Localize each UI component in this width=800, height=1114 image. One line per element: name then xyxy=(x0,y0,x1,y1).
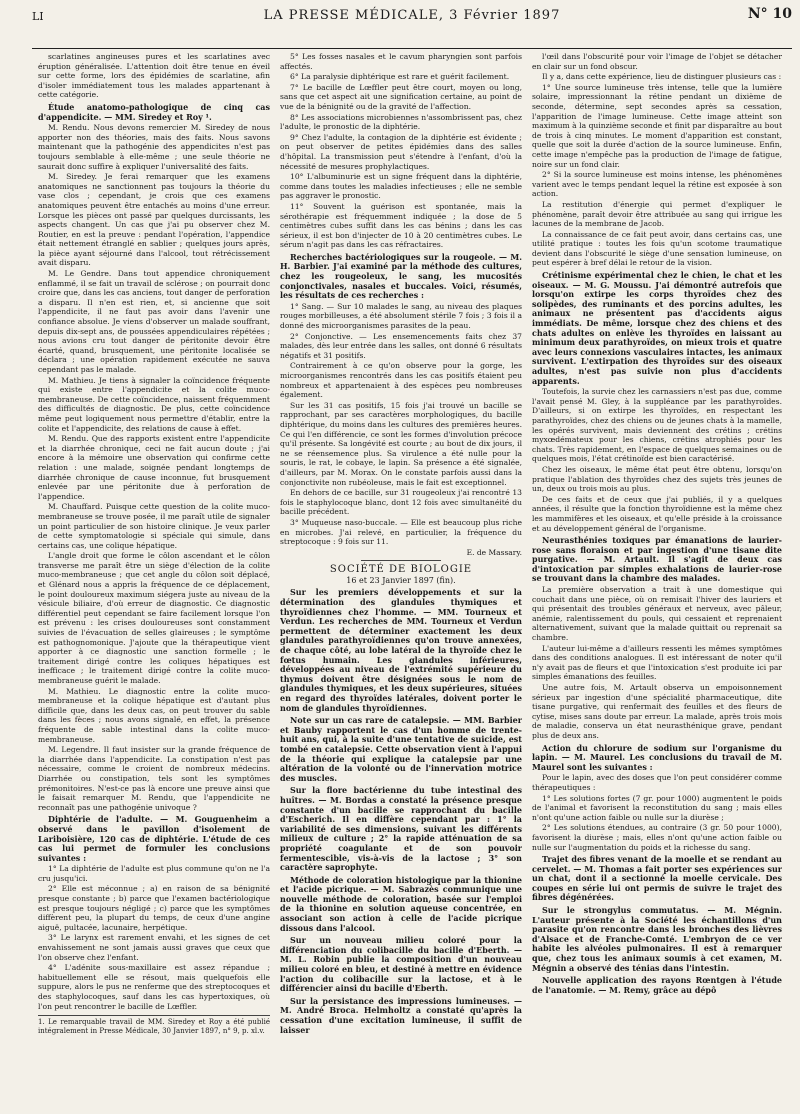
header-rule xyxy=(32,48,792,49)
paragraph: M. Rendu. Que des rapports existent entre l'appendicite et la diarrhée chronique, ceci ne fait aucun doute ; j'ai encore à la mémoire une observation qui confirme cette relation : une malade, soignée pendant longtemps de diarrhée chronique de cause inconnue, fut brusquement enlevée par une péritonite due à perforation de l'appendice. xyxy=(38,434,270,501)
heading-title: Sur la persistance des impressions lumineuses. xyxy=(290,995,510,1006)
section-heading xyxy=(532,744,782,773)
heading-title: Action du chlorure de sodium sur l'organisme du lapin. xyxy=(532,742,782,763)
paragraph: 5° Les fosses nasales et le cavum pharyngien sont parfois affectés. xyxy=(280,52,522,71)
paragraph: Il y a, dans cette expérience, lieu de distinguer plusieurs cas : xyxy=(542,72,782,82)
heading-body: — MM. Siredey et Roy ¹. xyxy=(101,111,212,122)
paragraph: M. Siredey. Je ferai remarquer que les examens anatomiques ne sanctionnent pas toujours la théorie du vase clos ; cependant, je crois que ces examens anatomiques peuvent être entachés au moins d'une erreur. Lorsque les pièces ont passé par quelques durcissants, les aspects changent. Un cas que j'ai pu observer chez M. Routier, en est la preuve : pendant l'opération, l'appendice était nettement étranglé en sablier ; quelques jours après, la pièce ayant séjourné dans l'alcool, tout rétrécissement avait disparu. xyxy=(38,172,270,268)
paragraph: M. Chauffard. Puisque cette question de la colite muco-membraneuse se trouve posée, il me paraît utile de signaler un point particulier de son histoire clinique. Je veux parler de cette symptomatologie si spéciale qui simule, dans certains cas, une colique hépatique. xyxy=(38,502,270,550)
heading-body: — M. Artault. Il s'agit de deux cas d'intoxication par simples exhalations de laurier-rose se trouvant dans la chambre des malades. xyxy=(532,554,782,584)
paragraph: 11° Souvent la guérison est spontanée, mais la sérothérapie est fréquemment indiquée ; la dose de 5 centimètres cubes suffit dans les cas bénins ; dans les cas sérieux, il est bon d'injecter de 10 à 20 centimètres cubes. Le sérum n'agit pas dans les cas réfractaires. xyxy=(280,201,522,250)
session-date: 16 et 23 Janvier 1897 (fin). xyxy=(346,575,456,585)
heading-title: Trajet des fibres venant de la moelle et se rendant au cervelet. xyxy=(532,854,782,874)
heading-title: Diphtérie de l'adulte. xyxy=(48,814,153,825)
paragraph: La première observation a trait à une domestique qui couchait dans une pièce, où on remisait l'hiver des lauriers et qui présentait des troubles généraux et nerveux, avec pâleur, anémie, ralentissement du pouls, qui cessaient et reprenaient alternativement, suivant que la malade quittait ou reprenait sa chambre. xyxy=(532,585,782,643)
paragraph: 8° Les associations microbiennes n'assombrissent pas, chez l'adulte, le pronostic de la diphtérie. xyxy=(280,112,522,132)
paragraph: L'auteur lui-même a d'ailleurs ressenti les mêmes symptômes dans des conditions analogues. Il est intéressant de noter qu'il n'y avait pas de fleurs et que l'intoxication s'est produite ici par simples émanations des feuilles. xyxy=(532,643,782,682)
heading-body: — M. H. Barbier. J'ai examiné par la méthode des cultures, chez les rougeoleux, le sang, les mucosités conjonctivales, nasales et buccales. Voici, résumés, les résultats de ces recherches : xyxy=(280,251,522,301)
heading-title: Crétinisme expérimental chez le chien, le chat et les oiseaux. xyxy=(532,270,782,290)
paragraph: 2° Elle est méconnue ; a) en raison de sa bénignité presque constante ; b) parce que l'examen bactériologique est presque toujours négligé ; c) parce que les symptômes diffèrent peu, la plupart du temps, de ceux d'une angine aiguë, pultacée, lacunaire, herpétique. xyxy=(38,884,270,932)
heading-title: Méthode de coloration histologique par la thionine et l'acide picrique. xyxy=(280,874,522,895)
paragraph: Chez les oiseaux, le même état peut être obtenu, lorsqu'on pratique l'ablation des thyroïdes chez des sujets très jeunes de un, deux ou trois mois au plus. xyxy=(532,464,782,494)
paragraph: M. Le Gendre. Dans tout appendice chroniquement enflammé, il se fait un travail de sclérose ; on pourrait donc croire que, dans les cas anciens, tout danger de perforation a disparu. Il n'en est rien, et, si ancienne que soit l'appendicite, il ne faut pas avoir dans l'avenir une confiance absolue. Je viens d'observer un malade souffrant, depuis dix-sept ans, de poussées appendiculaires répétées ; nous avions cru tout danger de péritonite devoir être écarté, quand, brusquement, une péritonite localisée se déclara ; une opération rapidement exécutée ne sauva cependant pas le malade. xyxy=(38,269,270,374)
issue-number: N° 10 xyxy=(747,6,792,22)
paragraph: M. Mathieu. Le diagnostic entre la colite muco-membraneuse et la colique hépatique est d'autant plus difficile que, dans les deux cas, on peut trouver du sable dans les fèces ; nous avons signalé, en effet, la présence fréquente de sable intestinal dans la colite muco-membraneuse. xyxy=(38,686,270,744)
section-heading xyxy=(38,815,270,863)
paragraph: La connaissance de ce fait peut avoir, dans certains cas, une utilité pratique : toutes les fois qu'un scotome traumatique devient dans l'obscurité le siège d'une sensation lumineuse, on peut espérer à bref délai le retour de la vision. xyxy=(532,229,782,268)
section-heading xyxy=(532,976,782,995)
paragraph: 9° Chez l'adulte, la contagion de la diphtérie est évidente ; on peut observer de petites épidémies dans des salles d'hôpital. La transmission peut s'étendre à l'enfant, d'où la nécessité de mesures prophylactiques. xyxy=(280,132,522,171)
page-header xyxy=(32,6,792,32)
section-heading xyxy=(532,536,782,584)
paragraph: 4° L'adénite sous-maxillaire est assez répandue ; habituellement elle se résout, mais quelquefois elle suppure, alors le pus ne renferme que des streptocoques et des staphylocoques, sauf dans les cas hypertoxiques, où l'on peut rencontrer le bacille de Lœffler. xyxy=(38,963,270,1011)
heading-title: Sur un nouveau milieu coloré pour la différenciation du colibacille du bacille d'Eberth. xyxy=(280,935,522,955)
heading-body: — M. Remy, grâce au dépô xyxy=(595,984,717,995)
paragraph: 1° Une source lumineuse très intense, telle que la lumière solaire, impressionnant la rétine pendant un dixième de seconde, détermine, sept secondes après sa cessation, l'apparition de l'image lumineuse. Cette image atteint son maximum à la quinzième seconde et finit par disparaître au bout de trois à cinq minutes. Le moment d'apparition est constant, quelle que soit la durée d'action de la source lumineuse. Enfin, cette image n'empêche pas la production de l'image de fatigue, noire sur un fond clair. xyxy=(532,82,782,169)
paragraph: l'œil dans l'obscurité pour voir l'image de l'objet se détacher en clair sur un fond obscur. xyxy=(532,52,782,71)
paragraph: 1° Sang. — Sur 10 malades le sang, au niveau des plaques rouges morbilleuses, a été absolument stérile 7 fois ; 3 fois il a donné des microorganismes parasites de la peau. xyxy=(280,301,522,331)
heading-body: — M. Bordas a constaté la présence presque constante d'un bacille se rapprochant du bacille d'Escherich. Il en diffère cependant par : 1° la variabilité de ses dimensions, suivant les différents milieux de culture ; 2° la rapide atténuation de sa propriété coagulante et de son pouvoir fermentescible, vis-à-vis de la lactose ; 3° son caractère saprophyte. xyxy=(280,794,522,873)
paragraph: 10° L'albuminurie est un signe fréquent dans la diphtérie, comme dans toutes les maladies infectieuses ; elle ne semble pas aggraver le pronostic. xyxy=(280,172,522,201)
column-left xyxy=(38,52,270,1102)
paragraph: 3° Le larynx est rarement envahi, et les signes de cet envahissement ne sont jamais aussi graves que ceux que l'on observe chez l'enfant. xyxy=(38,933,270,962)
paragraph: En dehors de ce bacille, sur 31 rougeoleux j'ai rencontré 13 fois le staphylocoque blanc, dont 12 fois avec simultanéité du bacille précédent. xyxy=(280,488,522,517)
paragraph: Contrairement à ce qu'on observe pour la gorge, les microorganismes rencontrés dans les cas positifs étaient peu nombreux et appartenaient à des espèces peu nombreuses également. xyxy=(280,361,522,400)
heading-body: — M. Mégnin. L'auteur présente à la Société les échantillons d'un parasite qu'on rencontre dans les bronches des lièvres d'Alsace et de Franche-Comté. L'embryon de ce ver habite les alvéoles pulmonaires. Il est à remarquer que, chez tous les animaux soumis à cet examen, M. Mégnin a observé des ténias dans l'intestin. xyxy=(532,905,782,973)
heading-body: — M. L. Robin publie la composition d'un nouveau milieu coloré en bleu, et destiné à mettre en évidence l'action du colibacille sur la lactose, et à le différencier ainsi du bacille d'Eberth. xyxy=(280,944,522,994)
paragraph: 3° Muqueuse naso-buccale. — Elle est beaucoup plus riche en microbes. J'ai relevé, en particulier, la fréquence du streptocoque : 9 fois sur 11. xyxy=(280,517,522,547)
author-signature: E. de Massary. xyxy=(466,547,522,557)
paragraph: 2° Si la source lumineuse est moins intense, les phénomènes varient avec le temps pendant lequel la rétine est exposée à son action. xyxy=(532,170,782,199)
heading-title: Neurasthénies toxiques par émanations de laurier-rose sans floraison et par ingestion d'une tisane dite purgative. xyxy=(532,535,782,565)
section-heading xyxy=(280,997,522,1035)
paragraph: De ces faits et de ceux que j'ai publiés, il y a quelques années, il résulte que la fonction thyroïdienne est la même chez les mammifères et les oiseaux, et qu'elle préside à la croissance et au développement général de l'organisme. xyxy=(532,494,782,533)
section-heading xyxy=(532,855,782,903)
page-number: LI xyxy=(32,10,44,23)
section-heading xyxy=(532,906,782,973)
heading-title: Étude anatomo-pathologique de cinq cas d'appendicite. xyxy=(38,101,270,122)
paragraph: Sur les 31 cas positifs, 15 fois j'ai trouvé un bacille se rapprochant, par ses caractères morphologiques, du bacille diphtérique, du moins dans les cultures des premières heures. Ce qui l'en différencie, ce sont les formes d'involution précoce qu'il présente. Sa longévité est courte ; au bout de dix jours, il ne se réensemence plus. Sa virulence a été nulle pour la souris, le rat, le cobaye, le lapin. Sa présence a été signalée, d'ailleurs, par M. Morax. On le constate parfois aussi dans la conjonctivite non rubéoleuse, mais le fait est exceptionnel. xyxy=(280,400,522,487)
section-heading xyxy=(280,786,522,872)
section-heading xyxy=(38,103,270,122)
section-heading xyxy=(280,588,522,713)
section-heading xyxy=(280,876,522,934)
heading-title: Nouvelle application des rayons Rœntgen à l'étude de l'anatomie. xyxy=(532,975,782,995)
paragraph: M. Rendu. Nous devons remercier M. Siredey de nous apporter non des théories, mais des faits. Nous savons maintenant que la pathogénie des appendicites n'est pas toujours semblable à elle-même ; une seule théorie ne saurait donc suffire à expliquer l'universalité des faits. xyxy=(38,123,270,171)
heading-body: — M. André Broca. Helmholtz a constaté qu'après la cessation d'une excitation lumineuse, il suffit de laisser xyxy=(280,995,522,1035)
section-separator xyxy=(361,560,441,561)
section-heading xyxy=(280,253,522,301)
paragraph: La restitution d'énergie qui permet d'expliquer le phénomène, paraît devoir être attribuée au sang qui irrigue les lacunes de la membrane de Jacob. xyxy=(532,199,782,229)
paragraph: M. Legendre. Il faut insister sur la grande fréquence de la diarrhée dans l'appendicite. La constipation n'est pas nécessaire, comme le croient de nombreux médecins. Diarrhée ou constipation, tels sont les symptômes prémonitoires. N'est-ce pas là encore une preuve ainsi que le faisait remarquer M. Rendu, que l'appendicite ne reconnaît pas une pathogénie univoque ? xyxy=(38,745,270,812)
heading-body: — MM. Barbier et Bauby rapportent le cas d'un homme de trente-huit ans, qui, à la suite d'une tentative de suicide, est tombé en catalepsie. Cette observation vient à l'appui de la théorie qui explique la catalepsie par une altération de la volonté ou de l'innervation motrice des muscles. xyxy=(280,715,522,783)
heading-title: Recherches bactériologiques sur la rougeole. xyxy=(290,251,496,262)
heading-body: — M. G. Moussu. J'ai démontré autrefois que lorsqu'on extirpe les corps thyroïdes chez des solipèdes, des ruminants et des porcins adultes, les animaux ne présentent pas d'accidents aigus immédiats. De même, lorsque chez des chiens et des chats adultes on enlève les thyroïdes en laissant au minimum deux parathyroïdes, on mieux trois et quatre avec leurs connexions vasculaires intactes, les animaux survivent. L'extirpation des thyroïdes sur des oiseaux adultes, n'est pas suivie non plus d'accidents apparents. xyxy=(532,279,782,386)
paragraph: 7° Le bacille de Lœffler peut être court, moyen ou long, sans que cet aspect ait une signification certaine, au point de vue de la bénignité ou de la gravité de l'affection. xyxy=(280,82,522,111)
heading-body: — M. Thomas a fait porter ses expériences sur un chat, dont il a sectionné la moelle cervicale. Des coupes en série lui ont permis de suivre le trajet des fibres dégénérées. xyxy=(532,863,782,903)
heading-title: Sur la flore bactérienne du tube intestinal des huîtres. xyxy=(280,785,522,805)
paragraph: Pour le lapin, avec des doses que l'on peut considérer comme thérapeutiques : xyxy=(532,773,782,792)
column-right xyxy=(532,52,782,1102)
section-heading xyxy=(532,271,782,386)
heading-title: Sur le strongylus commutatus. xyxy=(542,905,699,916)
society-heading: SOCIÉTÉ DE BIOLOGIE xyxy=(329,564,473,576)
paragraph: L'angle droit que forme le côlon ascendant et le côlon transverse me paraît être un siège d'élection de la colite muco-membraneuse ; que cet angle du côlon soit déplacé, et Glénard nous a appris la fréquence de ce déplacement, le point douloureux maximum siégera juste au niveau de la vésicule biliaire, d'où erreur de diagnostic. Ce diagnostic différentiel peut cependant se faire facilement lorsque l'on est prévenu : les crises douloureuses sont constamment suivies de l'évacuation de selles glaireuses ; le symptôme est pathognomonique. J'ajoute que la thérapeutique vient apporter à ce diagnostic une sanction formelle ; le traitement dirigé contre les coliques hépatiques est inefficace ; le traitement dirigé contre la colite muco-membraneuse guérit le malade. xyxy=(38,551,270,685)
footnote: 1. Le remarquable travail de MM. Siredey et Roy a été publié intégralement in Presse Médicale, 30 Janvier 1897, n° 9, p. xl.v. xyxy=(38,1015,270,1035)
paragraph: M. Mathieu. Je tiens à signaler la coïncidence fréquente qui existe entre l'appendicite et la colite muco-membraneuse. De cette coïncidence, naissent fréquemment des difficultés de diagnostic. De plus, cette coïncidence même peut logiquement nous permettre d'établir, entre la colite et l'appendicite, des relations de cause à effet. xyxy=(38,375,270,433)
heading-title: Sur les premiers développements et sur la détermination des glandules thymiques et thyroïdiennes chez l'homme. xyxy=(280,587,522,617)
paragraph: 2° Les solutions étendues, au contraire (3 gr. 50 pour 1000), favorisent la diurèse ; mais, elles n'ont qu'une action faible ou nulle sur l'augmentation du poids et la richesse du sang. xyxy=(532,823,782,852)
heading-body: — MM. Tourneux et Verdun. Les recherches de MM. Tourneux et Verdun permettent de déterminer exactement les deux glandules parathyroïdiennes qu'on trouve annexées, de chaque côté, au lobe latéral de la thyroïde chez le fœtus humain. Les glandules inférieures, développées au niveau de l'extrémité supérieure du thymus doivent être désignées sous le nom de glandules thymiques, et les deux supérieures, situées en regard des thyroïdes latérales, doivent porter le nom de glandules thyroïdiennes. xyxy=(280,606,522,713)
paragraph: 2° Conjonctive. — Les ensemencements faits chez 37 malades, dès leur entrée dans les salles, ont donné 6 résultats négatifs et 31 positifs. xyxy=(280,331,522,360)
heading-title: Note sur un cas rare de catalepsie. xyxy=(290,715,450,726)
heading-body: — M. Gouguenheim a observé dans le pavillon d'isolement de Lariboisière, 120 cas de diphtérie. L'étude de ces cas lui permet de formuler les conclusions suivantes : xyxy=(38,814,270,863)
section-heading xyxy=(280,716,522,783)
journal-title: LA PRESSE MÉDICALE, 3 Février 1897 xyxy=(263,8,561,23)
paragraph: 1° La diphtérie de l'adulte est plus commune qu'on ne l'a cru jusqu'ici. xyxy=(38,864,270,883)
paragraph: Toutefois, la survie chez les carnassiers n'est pas due, comme l'avait pensé M. Gley, à la suppléance par les parathyroïdes. D'ailleurs, si on extirpe les thyroïdes, en respectant les parathyroïdes, chez des chiens ou de jeunes chats à la mamelle, les opérés survivent, mais deviennent des crétins ; crétins myxœdémateux pour les chiens, crétins atrophiés pour les chats. Très rapidement, en l'espace de quelques semaines ou de quelques mois, l'état crétinoïde est bien caractérisé. xyxy=(532,387,782,464)
paragraph: 6° La paralysie diphtérique est rare et guérit facilement. xyxy=(290,72,510,82)
paragraph: Une autre fois, M. Artault observa un empoisonnement sérieux par ingestion d'une spécialité pharmaceutique, dite tisane purgative, qui renfermait des feuilles et des fleurs de cytise, mises sans doute par erreur. La malade, après trois mois de maladie, conserva un état neurasthénique grave, pendant plus de deux ans. xyxy=(532,683,782,740)
heading-body: — M. Sabrazès communique une nouvelle méthode de coloration, basée sur l'emploi de la thionine en solution aqueuse concentrée, en associant son action à celle de l'acide picrique dissous dans l'alcool. xyxy=(280,884,522,933)
section-heading xyxy=(280,936,522,994)
paragraph: scarlatines angineuses pures et les scarlatines avec éruption généralisée. L'attention doit être tenue en éveil sur cette forme, lors des épidémies de scarlatine, afin d'isoler immédiatement tous les malades appartenant à cette catégorie. xyxy=(38,52,270,100)
paragraph: 1° Les solutions fortes (7 gr. pour 1000) augmentent le poids de l'animal et favorisent la reconstitution du sang ; mais elles n'ont qu'une action faible ou nulle sur la diurèse ; xyxy=(532,793,782,822)
column-middle xyxy=(280,52,522,1102)
heading-body: — M. Maurel. Les conclusions du travail de M. Maurel sont les suivantes : xyxy=(532,752,782,772)
